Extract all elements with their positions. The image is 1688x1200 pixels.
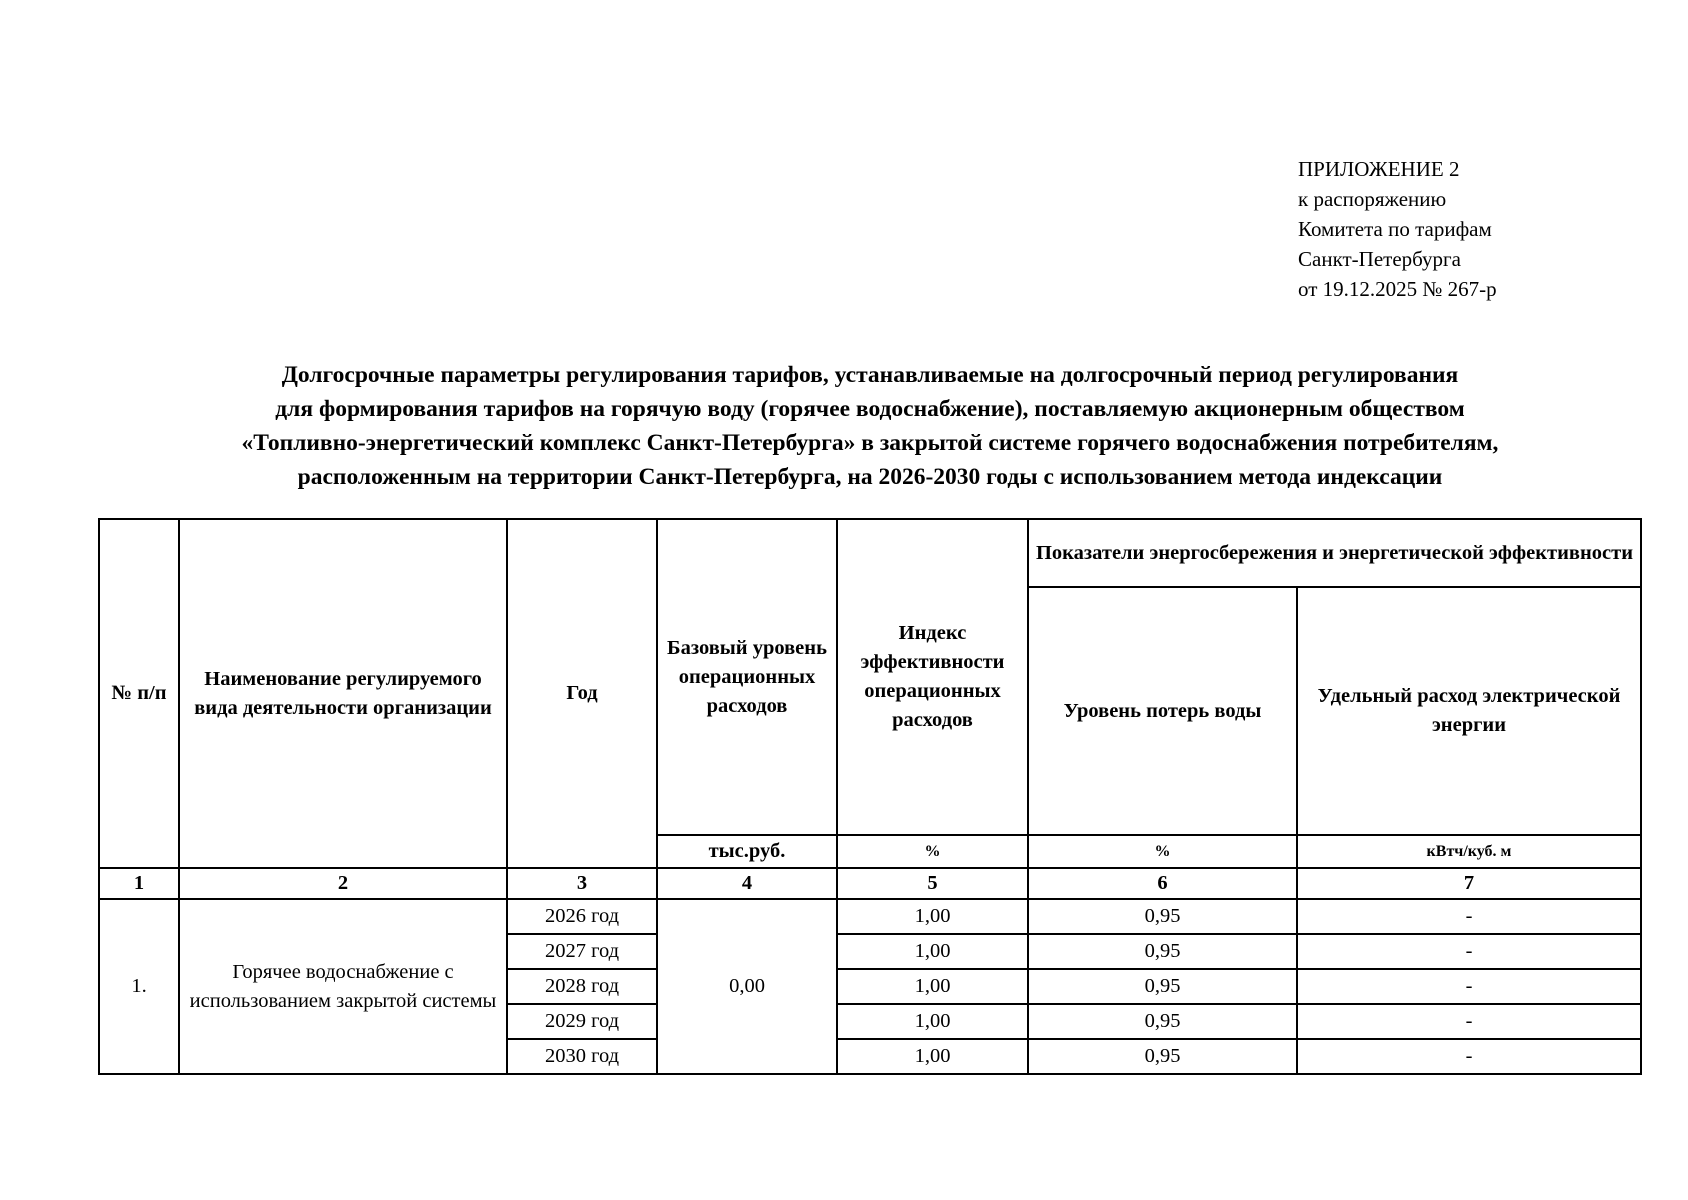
parameters-table [98, 518, 1642, 1075]
row-year: 2026 год [507, 899, 657, 934]
row-losses: 0,95 [1028, 1039, 1297, 1074]
unit-base-costs: тыс.руб. [657, 835, 837, 868]
header-base-costs: Базовый уровень операционных расходов [657, 519, 837, 835]
row-activity: Горячее водоснабжение с использованием закрытой системы [179, 899, 507, 1074]
row-electricity: - [1297, 969, 1641, 1004]
row-year: 2030 год [507, 1039, 657, 1074]
column-number-row [99, 868, 1641, 899]
column-number: 3 [507, 868, 657, 899]
appendix-line: к распоряжению [1298, 187, 1447, 211]
row-losses: 0,95 [1028, 969, 1297, 1004]
row-base-costs: 0,00 [657, 899, 837, 1074]
table-row [99, 899, 1641, 934]
appendix-line: от 19.12.2025 № 267-р [1298, 277, 1497, 301]
title-line: для формирования тарифов на горячую воду (горячее водоснабжение), поставляемую акционерным обществом [275, 396, 1465, 422]
header-electricity: Удельный расход электрической энергии [1297, 587, 1641, 835]
row-index: 1,00 [837, 934, 1028, 969]
header-energy-group: Показатели энергосбережения и энергетической эффективности [1028, 519, 1641, 587]
column-number: 4 [657, 868, 837, 899]
appendix-line: ПРИЛОЖЕНИЕ 2 [1298, 157, 1460, 181]
header-row-group [99, 519, 1641, 587]
header-num: № п/п [99, 519, 179, 868]
unit-electricity: кВтч/куб. м [1297, 835, 1641, 868]
row-year: 2027 год [507, 934, 657, 969]
row-losses: 0,95 [1028, 899, 1297, 934]
header-water-losses: Уровень потерь воды [1028, 587, 1297, 835]
title-line: расположенным на территории Санкт-Петербурга, на 2026-2030 годы с использованием метода индексации [297, 464, 1443, 490]
row-year: 2028 год [507, 969, 657, 1004]
title-line: Долгосрочные параметры регулирования тарифов, устанавливаемые на долгосрочный период регулирования [281, 362, 1459, 388]
unit-efficiency-index: % [837, 835, 1028, 868]
row-num: 1. [99, 899, 179, 1074]
appendix-line: Санкт-Петербурга [1298, 247, 1461, 271]
row-electricity: - [1297, 1004, 1641, 1039]
appendix-block [1298, 154, 1497, 304]
row-year: 2029 год [507, 1004, 657, 1039]
column-number: 1 [99, 868, 179, 899]
row-losses: 0,95 [1028, 934, 1297, 969]
column-number: 5 [837, 868, 1028, 899]
header-efficiency-index: Индекс эффективности операционных расходов [837, 519, 1028, 835]
row-index: 1,00 [837, 1039, 1028, 1074]
row-electricity: - [1297, 934, 1641, 969]
header-year: Год [507, 519, 657, 868]
column-number: 6 [1028, 868, 1297, 899]
document-title [100, 358, 1640, 494]
row-index: 1,00 [837, 969, 1028, 1004]
row-electricity: - [1297, 1039, 1641, 1074]
title-line: «Топливно-энергетический комплекс Санкт-Петербурга» в закрытой системе горячего водоснабжения потребителям, [241, 430, 1499, 456]
row-electricity: - [1297, 899, 1641, 934]
appendix-line: Комитета по тарифам [1298, 217, 1492, 241]
row-index: 1,00 [837, 899, 1028, 934]
row-index: 1,00 [837, 1004, 1028, 1039]
column-number: 2 [179, 868, 507, 899]
header-activity: Наименование регулируемого вида деятельности организации [179, 519, 507, 868]
row-losses: 0,95 [1028, 1004, 1297, 1039]
column-number: 7 [1297, 868, 1641, 899]
unit-water-losses: % [1028, 835, 1297, 868]
